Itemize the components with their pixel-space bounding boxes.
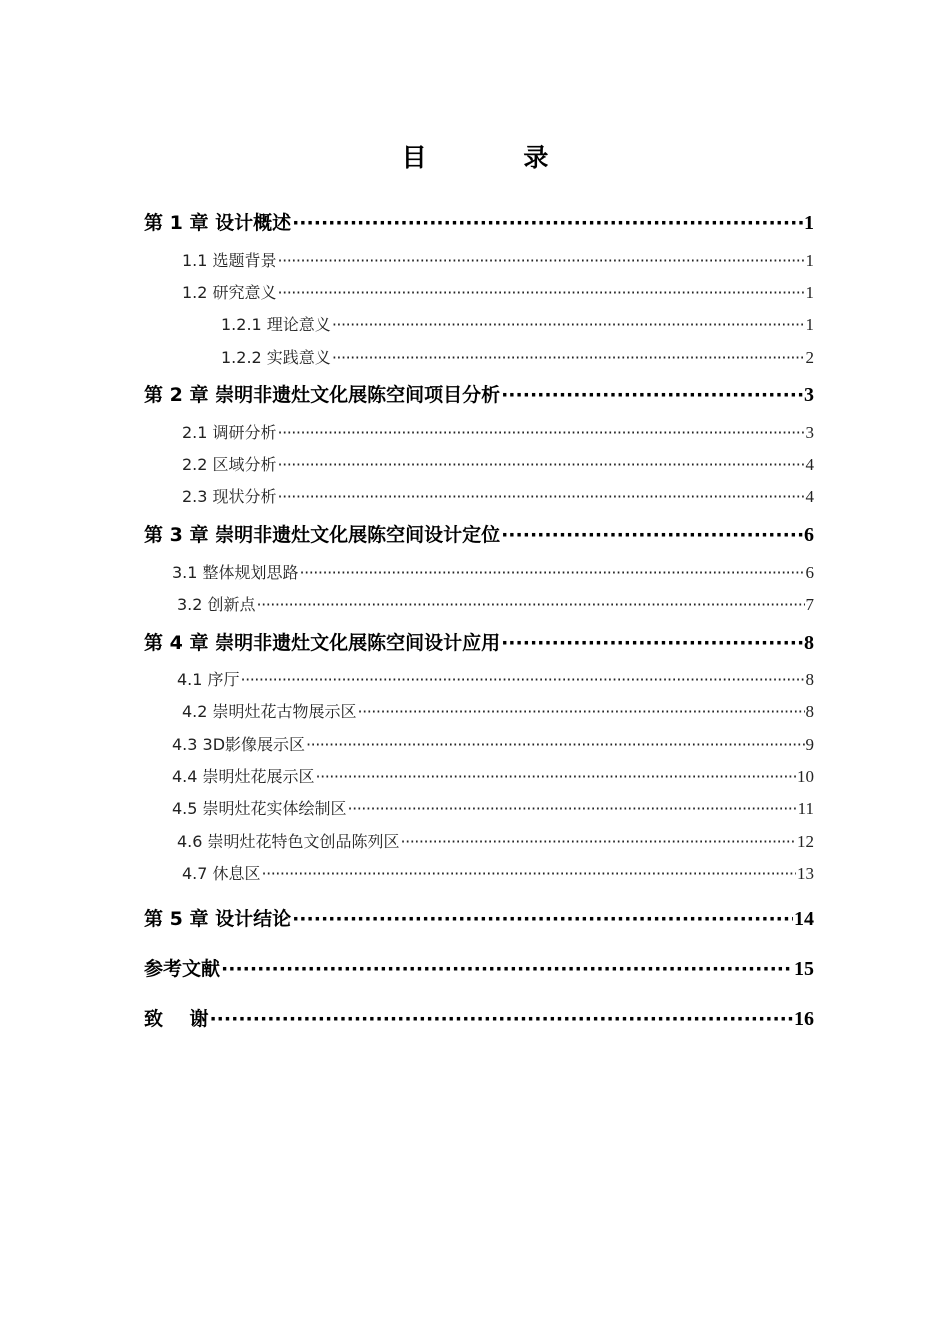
toc-section-label: 1.1 选题背景 — [182, 251, 277, 270]
toc-page-number: 8 — [805, 670, 814, 689]
toc-section-1-2-2[interactable] — [221, 347, 814, 369]
toc-section-4-4[interactable] — [172, 766, 814, 788]
toc-page-number: 14 — [794, 908, 814, 930]
toc-page-number: 10 — [797, 767, 814, 786]
toc-section-label: 1.2.1 理论意义 — [221, 315, 331, 334]
toc-leader-dots — [300, 562, 805, 584]
toc-page-number: 3 — [804, 384, 814, 406]
toc-leader-dots — [278, 422, 805, 444]
toc-chapter-3[interactable] — [144, 522, 814, 548]
toc-page-number: 2 — [805, 348, 814, 367]
toc-section-3-2[interactable] — [177, 594, 814, 616]
toc-leader-dots — [257, 594, 805, 616]
toc-leader-dots — [209, 1006, 793, 1032]
toc-leader-dots — [501, 522, 803, 548]
toc-section-label: 4.1 序厅 — [177, 670, 240, 689]
toc-section-label: 1.2.2 实践意义 — [221, 348, 331, 367]
toc-section-2-3[interactable] — [182, 486, 814, 508]
toc-chapter-label: 第 1 章 设计概述 — [144, 212, 292, 234]
toc-acknowledgements[interactable] — [144, 1006, 814, 1032]
toc-chapter-1[interactable] — [144, 210, 814, 236]
toc-leader-dots — [306, 734, 804, 756]
toc-leader-dots — [501, 630, 803, 656]
toc-page-number: 1 — [805, 283, 814, 302]
toc-section-1-2[interactable] — [182, 282, 814, 304]
toc-references[interactable] — [144, 956, 814, 982]
toc-leader-dots — [358, 701, 805, 723]
toc-section-label: 2.1 调研分析 — [182, 423, 277, 442]
toc-page-number: 12 — [797, 832, 814, 851]
toc-chapter-5[interactable] — [144, 906, 814, 932]
toc-page-number: 13 — [797, 864, 814, 883]
toc-section-label: 1.2 研究意义 — [182, 283, 277, 302]
toc-chapter-label: 第 4 章 崇明非遗灶文化展陈空间设计应用 — [144, 632, 501, 654]
toc-section-4-5[interactable] — [172, 798, 814, 820]
toc-leader-dots — [501, 382, 803, 408]
toc-leader-dots — [241, 669, 805, 691]
toc-page-number: 11 — [797, 799, 814, 818]
toc-leader-dots — [278, 454, 805, 476]
toc-section-label: 4.2 崇明灶花古物展示区 — [182, 702, 357, 721]
toc-leader-dots — [278, 486, 805, 508]
toc-section-4-3[interactable] — [172, 734, 814, 756]
toc-section-label: 4.4 崇明灶花展示区 — [172, 767, 315, 786]
toc-page-number: 8 — [805, 702, 814, 721]
toc-page-number: 1 — [805, 315, 814, 334]
toc-page-number: 16 — [794, 1008, 814, 1030]
toc-section-label: 3.1 整体规划思路 — [172, 563, 299, 582]
toc-chapter-label: 第 5 章 设计结论 — [144, 908, 292, 930]
toc-chapter-2[interactable] — [144, 382, 814, 408]
toc-leader-dots — [292, 906, 793, 932]
toc-page-number: 3 — [805, 423, 814, 442]
toc-page-number: 6 — [804, 524, 814, 546]
toc-chapter-label: 致 谢 — [144, 1008, 209, 1030]
toc-chapter-4[interactable] — [144, 630, 814, 656]
toc-title: 目 录 — [401, 143, 593, 172]
toc-section-label: 2.3 现状分析 — [182, 487, 277, 506]
toc-chapter-label: 第 2 章 崇明非遗灶文化展陈空间项目分析 — [144, 384, 501, 406]
toc-section-2-2[interactable] — [182, 454, 814, 476]
toc-section-4-2[interactable] — [182, 701, 814, 723]
toc-leader-dots — [401, 831, 796, 853]
toc-section-4-7[interactable] — [182, 863, 814, 885]
toc-section-label: 4.7 休息区 — [182, 864, 261, 883]
toc-leader-dots — [332, 347, 805, 369]
toc-page-number: 7 — [805, 595, 814, 614]
toc-chapter-label: 第 3 章 崇明非遗灶文化展陈空间设计定位 — [144, 524, 501, 546]
toc-chapter-label: 参考文献 — [144, 958, 221, 980]
toc-page-number: 1 — [805, 251, 814, 270]
toc-section-4-1[interactable] — [177, 669, 814, 691]
toc-leader-dots — [278, 282, 805, 304]
toc-page-number: 15 — [794, 958, 814, 980]
toc-section-3-1[interactable] — [172, 562, 814, 584]
toc-section-label: 4.3 3D影像展示区 — [172, 735, 306, 754]
toc-leader-dots — [348, 798, 797, 820]
toc-leader-dots — [292, 210, 803, 236]
toc-page-number: 4 — [805, 487, 814, 506]
toc-section-2-1[interactable] — [182, 422, 814, 444]
toc-section-1-1[interactable] — [182, 250, 814, 272]
toc-page-number: 8 — [804, 632, 814, 654]
toc-leader-dots — [262, 863, 796, 885]
toc-leader-dots — [332, 314, 805, 336]
toc-section-label: 4.5 崇明灶花实体绘制区 — [172, 799, 347, 818]
toc-page-number: 6 — [805, 563, 814, 582]
toc-leader-dots — [278, 250, 805, 272]
toc-section-label: 4.6 崇明灶花特色文创品陈列区 — [177, 832, 400, 851]
toc-page-number: 1 — [804, 212, 814, 234]
toc-section-label: 2.2 区域分析 — [182, 455, 277, 474]
toc-page-number: 4 — [805, 455, 814, 474]
toc-leader-dots — [316, 766, 796, 788]
toc-leader-dots — [221, 956, 793, 982]
toc-section-label: 3.2 创新点 — [177, 595, 256, 614]
toc-section-1-2-1[interactable] — [221, 314, 814, 336]
toc-page-number: 9 — [805, 735, 814, 754]
toc-section-4-6[interactable] — [177, 831, 814, 853]
